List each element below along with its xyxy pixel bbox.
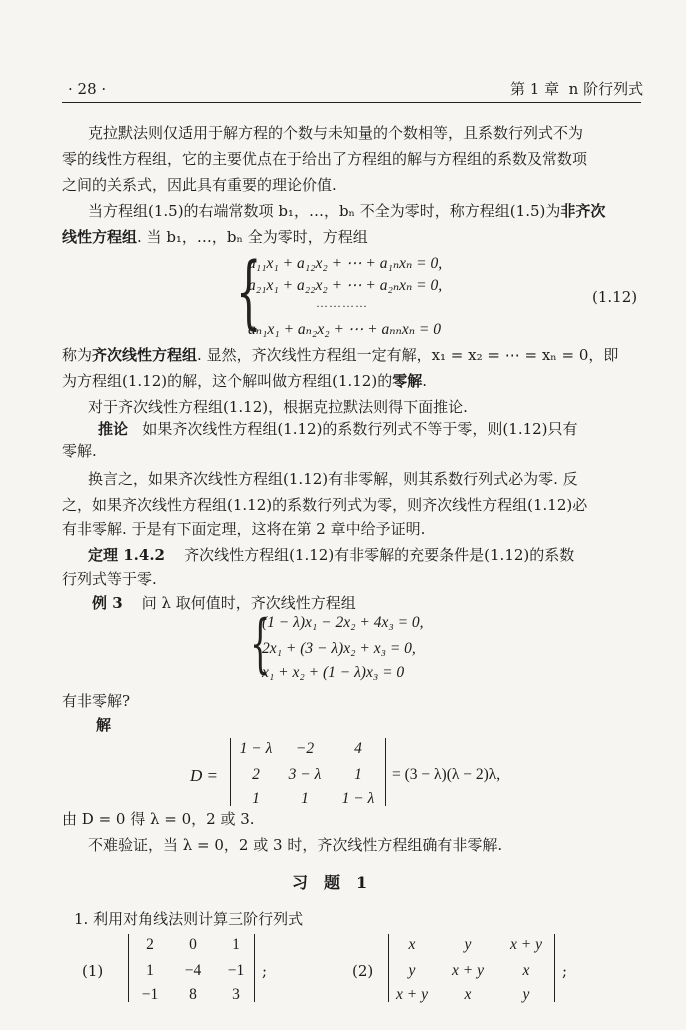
text-run: 齐次线性方程组(1.12)有非零解的充要条件是(1.12)的系数 [184,546,575,564]
paragraph-line: 换言之，如果齐次线性方程组(1.12)有非零解，则其系数行列式必为零. 反 [88,470,578,488]
term-nonhomogeneous-2: 线性方程组 [62,228,138,246]
determinant-entry: x + y [396,986,428,1003]
text-run: . [422,372,428,390]
paragraph-line [88,202,605,220]
determinant-entry: 1 [146,962,154,979]
determinant-entry: −1 [141,986,159,1003]
paragraph-line [62,372,427,390]
term-zero-solution: 零解 [392,372,423,390]
punctuation: ; [562,962,568,980]
equation: (1 − λ)x₁ − 2x₂ + 4x₃ = 0, [262,614,424,631]
determinant-entry: 0 [189,936,197,953]
corollary-label: 推论 [98,420,129,438]
determinant-entry: 2 [146,936,154,953]
theorem-line [88,546,574,564]
determinant-entry: x [464,986,472,1003]
chapter-title: n 阶行列式 [568,80,644,98]
equation: x₁ + x₂ + (1 − λ)x₃ = 0 [262,664,405,681]
example-line [92,594,356,612]
paragraph-line: 之间的关系式，因此具有重要的理论价值. [62,176,337,194]
determinant-entry: 3 − λ [288,766,322,783]
term-nonhomogeneous: 非齐次 [560,202,606,220]
paragraph-line: 零的线性方程组，它的主要优点在于给出了方程组的解与方程组的系数及常数项 [62,150,588,168]
corollary-line: 零解. [62,442,97,460]
determinant-entry: x [408,936,416,953]
paragraph-line: 克拉默法则仅适用于解方程的个数与未知量的个数相等，且系数行列式不为 [88,124,584,142]
determinant-entry: 1 − λ [239,740,273,757]
text-run: 问 λ 取何值时，齐次线性方程组 [141,594,356,612]
text-run: 为方程组(1.12)的解，这个解叫做方程组(1.12)的 [62,372,393,390]
determinant-entry: y [522,986,530,1003]
page-number: · 28 · [68,80,107,98]
term-homogeneous: 齐次线性方程组 [92,346,198,364]
paragraph-line [62,228,368,246]
question-line: 有非零解? [62,692,131,710]
ellipsis-row: ………… [316,296,368,310]
paragraph-line [62,346,618,364]
determinant-entry: x [522,962,530,979]
punctuation: ; [262,962,268,980]
example-label: 例 3 [92,594,123,612]
theorem-line: 行列式等于零. [62,570,157,588]
corollary-line [98,420,578,438]
determinant-entry: 8 [189,986,197,1003]
text-run: . 显然，齐次线性方程组一定有解，x₁ = x₂ = ⋯ = xₙ = 0，即 [197,346,619,364]
determinant-entry: 1 [252,790,260,807]
exercise-sub-label: (2) [352,962,374,980]
text-run: 称为 [62,346,93,364]
text-run: 当方程组(1.5)的右端常数项 b₁，…，bₙ 不全为零时，称方程组(1.5)为 [88,202,561,220]
determinant-entry: 2 [252,766,260,783]
result-line: 由 D = 0 得 λ = 0，2 或 3. [62,810,255,828]
exercises-heading: 习 题 1 [292,873,368,892]
paragraph-line: 之，如果齐次线性方程组(1.12)的系数行列式为零，则齐次线性方程组(1.12)必 [62,496,588,514]
text-run: 如果齐次线性方程组(1.12)的系数行列式不等于零，则(1.12)只有 [142,420,578,438]
exercise-item: 1. 利用对角线法则计算三阶行列式 [74,910,304,928]
determinant-entry: 1 [354,766,362,783]
determinant-entry: −4 [184,962,202,979]
left-brace: { [236,245,262,338]
exercise-sub-label: (1) [82,962,104,980]
determinant-entry: y [408,962,416,979]
equation-label: (1.12) [592,288,638,306]
equation: a₂₁x₁ + a₂₂x₂ + ⋯ + a₂ₙxₙ = 0, [248,277,443,294]
determinant-rhs: = (3 − λ)(λ − 2)λ, [392,766,501,783]
theorem-label: 定理 1.4.2 [88,546,165,564]
header-rule [62,102,641,103]
determinant-entry: 1 − λ [341,790,375,807]
determinant-entry: 1 [232,936,240,953]
equation: aₙ₁x₁ + aₙ₂x₂ + ⋯ + aₙₙxₙ = 0 [248,321,441,338]
determinant-entry: 1 [301,790,309,807]
paragraph-line: 对于齐次线性方程组(1.12)，根据克拉默法则得下面推论. [88,398,468,416]
determinant-entry: x + y [452,962,484,979]
determinant-lhs: D = [190,766,218,785]
determinant-entry: 3 [232,986,240,1003]
solution-label: 解 [96,716,112,734]
determinant-entry: −1 [227,962,245,979]
equation: 2x₁ + (3 − λ)x₂ + x₃ = 0, [262,640,416,657]
text-run: . 当 b₁，…，bₙ 全为零时，方程组 [137,228,368,246]
determinant-entry: y [464,936,472,953]
determinant-entry: −2 [295,740,315,757]
determinant-entry: x + y [510,936,542,953]
chapter-number: 第 1 章 [510,80,560,98]
paragraph-line: 不难验证，当 λ = 0，2 或 3 时，齐次线性方程组确有非零解. [88,836,503,854]
equation: a₁₁x₁ + a₁₂x₂ + ⋯ + a₁ₙxₙ = 0, [248,255,443,272]
running-header [510,80,643,98]
paragraph-line: 有非零解. 于是有下面定理，这将在第 2 章中给予证明. [62,520,426,538]
determinant-entry: 4 [354,740,362,757]
left-brace: { [250,607,271,681]
